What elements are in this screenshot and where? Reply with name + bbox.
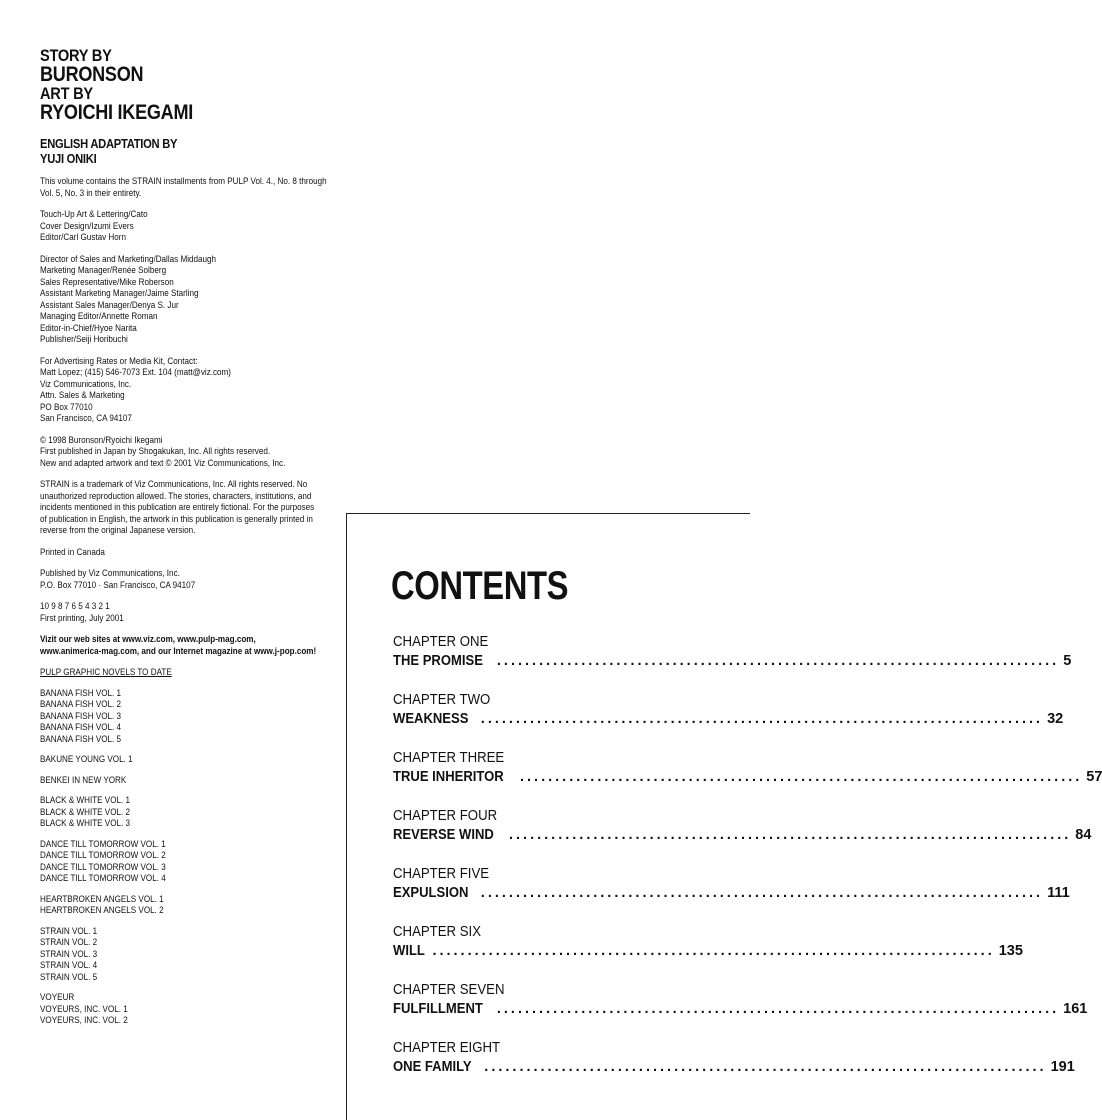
text-line: Viz Communications, Inc. <box>40 378 132 389</box>
text-line: Editor/Carl Gustav Horn <box>40 232 126 242</box>
text-line: © 1998 Buronson/Ryoichi Ikegami <box>40 434 163 445</box>
pulp-group <box>40 992 330 1027</box>
pulp-title: VOYEURS, INC. VOL. 1 <box>40 1003 128 1014</box>
art-label: ART BY <box>40 84 93 103</box>
text-line: Assistant Marketing Manager/Jaime Starling <box>40 288 199 298</box>
text-line: Marketing Manager/Renée Solberg <box>40 265 167 275</box>
chapter-page: 84 <box>1075 827 1092 843</box>
chapter-number: CHAPTER THREE <box>393 749 505 766</box>
advertising-contact <box>40 356 330 425</box>
text-line: P.O. Box 77010 · San Francisco, CA 94107 <box>40 579 196 590</box>
chapter-title: THE PROMISE <box>393 653 483 669</box>
printing-info <box>40 601 330 624</box>
toc-entry <box>393 864 1070 922</box>
dot-leader: ................................................................................ <box>480 711 1044 727</box>
credits-column <box>40 46 330 1027</box>
pulp-heading: PULP GRAPHIC NOVELS TO DATE <box>40 667 172 677</box>
chapter-line <box>393 651 1072 671</box>
pulp-title: BANANA FISH VOL. 4 <box>40 722 122 732</box>
publisher-info <box>40 568 330 591</box>
pulp-title: VOYEUR <box>40 992 75 1002</box>
text-line: unauthorized reproduction allowed. The stories, characters, institutions, and <box>40 490 312 501</box>
pulp-title: DANCE TILL TOMORROW VOL. 3 <box>40 861 166 872</box>
text-line: 10 9 8 7 6 5 4 3 2 1 <box>40 601 110 611</box>
pulp-title: HEARTBROKEN ANGELS VOL. 1 <box>40 893 164 904</box>
pulp-title: STRAIN VOL. 1 <box>40 925 98 936</box>
volume-note <box>40 176 330 199</box>
pulp-title: HEARTBROKEN ANGELS VOL. 2 <box>40 905 164 915</box>
text-line: Published by Viz Communications, Inc. <box>40 568 180 578</box>
pulp-title: BLACK & WHITE VOL. 1 <box>40 795 131 805</box>
pulp-title: BENKEI IN NEW YORK <box>40 774 127 785</box>
text-line: San Francisco, CA 94107 <box>40 413 132 423</box>
text-line: First printing, July 2001 <box>40 612 124 623</box>
chapter-number: CHAPTER FIVE <box>393 865 490 882</box>
chapter-title: FULFILLMENT <box>393 1001 483 1017</box>
pulp-group <box>40 754 330 766</box>
text-line: This volume contains the STRAIN installments from PULP Vol. 4., No. 8 through <box>40 176 327 186</box>
printed-in: Printed in Canada <box>40 546 105 557</box>
chapter-page: 111 <box>1047 885 1070 901</box>
text-line: Managing Editor/Annette Roman <box>40 311 158 321</box>
chapter-number: CHAPTER FOUR <box>393 807 498 824</box>
chapter-title: REVERSE WIND <box>393 827 494 843</box>
text-line: Director of Sales and Marketing/Dallas Middaugh <box>40 253 217 264</box>
dot-leader: ................................................................................ <box>509 827 1072 843</box>
dot-leader: ................................................................................ <box>520 769 1083 785</box>
toc-entry <box>393 748 1102 806</box>
copyright-notice <box>40 435 330 470</box>
chapter-line <box>393 999 1088 1019</box>
dot-leader: ................................................................................ <box>432 943 995 959</box>
dot-leader: ................................................................................ <box>496 1001 1060 1017</box>
chapter-number: CHAPTER EIGHT <box>393 1039 501 1056</box>
story-label: STORY BY <box>40 46 112 65</box>
text-line: New and adapted artwork and text © 2001 Viz Communications, Inc. <box>40 457 286 468</box>
chapter-title: ONE FAMILY <box>393 1059 472 1075</box>
text-line: reverse from the original Japanese version. <box>40 525 196 535</box>
chapter-number: CHAPTER ONE <box>393 633 489 650</box>
dot-leader: ................................................................................ <box>480 885 1044 901</box>
pulp-group <box>40 839 330 885</box>
pulp-title: STRAIN VOL. 5 <box>40 971 98 982</box>
pulp-group <box>40 926 330 984</box>
staff-credits <box>40 254 330 346</box>
contents-title: CONTENTS <box>391 564 569 608</box>
pulp-group <box>40 795 330 830</box>
text-line: Sales Representative/Mike Roberson <box>40 276 174 287</box>
pulp-title: STRAIN VOL. 3 <box>40 948 98 959</box>
toc-entry <box>393 690 1064 748</box>
chapter-title: WILL <box>393 943 425 959</box>
pulp-title: DANCE TILL TOMORROW VOL. 4 <box>40 873 166 883</box>
text-line: For Advertising Rates or Media Kit, Contact: <box>40 355 198 366</box>
chapter-title: TRUE INHERITOR <box>393 769 504 785</box>
chapter-page: 161 <box>1063 1001 1088 1017</box>
text-line: PO Box 77010 <box>40 401 93 412</box>
pulp-title: BANANA FISH VOL. 3 <box>40 710 122 721</box>
text-line: Assistant Sales Manager/Denya S. Jur <box>40 299 179 310</box>
pulp-title: VOYEURS, INC. VOL. 2 <box>40 1015 128 1025</box>
chapter-page: 32 <box>1047 711 1064 727</box>
toc-entry <box>393 806 1092 864</box>
story-name: BURONSON <box>40 63 144 86</box>
text-line: STRAIN is a trademark of Viz Communications, Inc. All rights reserved. No <box>40 479 308 489</box>
text-line: of publication in English, the artwork in this publication is generally printed in <box>40 513 313 524</box>
pulp-title: DANCE TILL TOMORROW VOL. 2 <box>40 850 166 860</box>
dot-leader: ................................................................................ <box>496 653 1060 669</box>
text-line: Cover Design/Izumi Evers <box>40 220 134 231</box>
pulp-title: BLACK & WHITE VOL. 3 <box>40 818 131 828</box>
text-line: incidents mentioned in this publication are entirely fictional. For the purposes <box>40 502 315 512</box>
chapter-number: CHAPTER SIX <box>393 923 482 940</box>
text-line: Touch-Up Art & Lettering/Cato <box>40 209 148 219</box>
pulp-title: DANCE TILL TOMORROW VOL. 1 <box>40 838 166 849</box>
pulp-title: BLACK & WHITE VOL. 2 <box>40 806 131 817</box>
pulp-title: STRAIN VOL. 4 <box>40 960 98 970</box>
adaptation-label: ENGLISH ADAPTATION BY <box>40 136 178 151</box>
chapter-line <box>393 767 1102 787</box>
text-line: Vol. 5, No. 3 in their entirety. <box>40 187 142 198</box>
pulp-title: BANANA FISH VOL. 5 <box>40 733 122 744</box>
production-credits <box>40 209 330 244</box>
pulp-title: BANANA FISH VOL. 1 <box>40 687 122 698</box>
chapter-page: 5 <box>1063 653 1072 669</box>
text-line: Publisher/Seiji Horibuchi <box>40 334 128 344</box>
web-line-2: www.animerica-mag.com, and our Internet magazine at www.j-pop.com! <box>40 645 317 656</box>
chapter-line <box>393 709 1064 729</box>
pulp-group <box>40 688 330 746</box>
text-line: Attn. Sales & Marketing <box>40 390 125 400</box>
text-line: Matt Lopez; (415) 546-7073 Ext. 104 (matt@viz.com) <box>40 367 232 377</box>
art-name: RYOICHI IKEGAMI <box>40 101 193 124</box>
chapter-number: CHAPTER TWO <box>393 691 491 708</box>
pulp-group <box>40 894 330 917</box>
chapter-page: 135 <box>998 943 1023 959</box>
contents-panel <box>346 513 1102 1120</box>
text-line: First published in Japan by Shogakukan, Inc. All rights reserved. <box>40 446 271 456</box>
pulp-title: STRAIN VOL. 2 <box>40 937 98 947</box>
toc-entry <box>393 980 1088 1038</box>
pulp-title: BANANA FISH VOL. 2 <box>40 699 122 709</box>
toc-entry <box>393 1038 1075 1096</box>
chapter-line <box>393 825 1092 845</box>
chapter-page: 57 <box>1086 769 1102 785</box>
toc-entry <box>393 922 1023 980</box>
pulp-title: BAKUNE YOUNG VOL. 1 <box>40 754 133 764</box>
pulp-group <box>40 775 330 787</box>
text-line: Editor-in-Chief/Hyoe Narita <box>40 322 137 333</box>
pulp-novels-list <box>40 688 330 1027</box>
web-line-1: Vizit our web sites at www.viz.com, www.pulp-mag.com, <box>40 634 256 644</box>
toc-entry <box>393 632 1072 690</box>
table-of-contents <box>393 632 1102 1096</box>
chapter-line <box>393 883 1070 903</box>
chapter-line <box>393 941 1023 961</box>
chapter-title: WEAKNESS <box>393 711 469 727</box>
chapter-number: CHAPTER SEVEN <box>393 981 505 998</box>
chapter-page: 191 <box>1050 1059 1075 1075</box>
dot-leader: ................................................................................ <box>484 1059 1047 1075</box>
chapter-title: EXPULSION <box>393 885 469 901</box>
adaptation-name: YUJI ONIKI <box>40 151 97 166</box>
chapter-line <box>393 1057 1075 1077</box>
trademark-notice <box>40 479 330 537</box>
